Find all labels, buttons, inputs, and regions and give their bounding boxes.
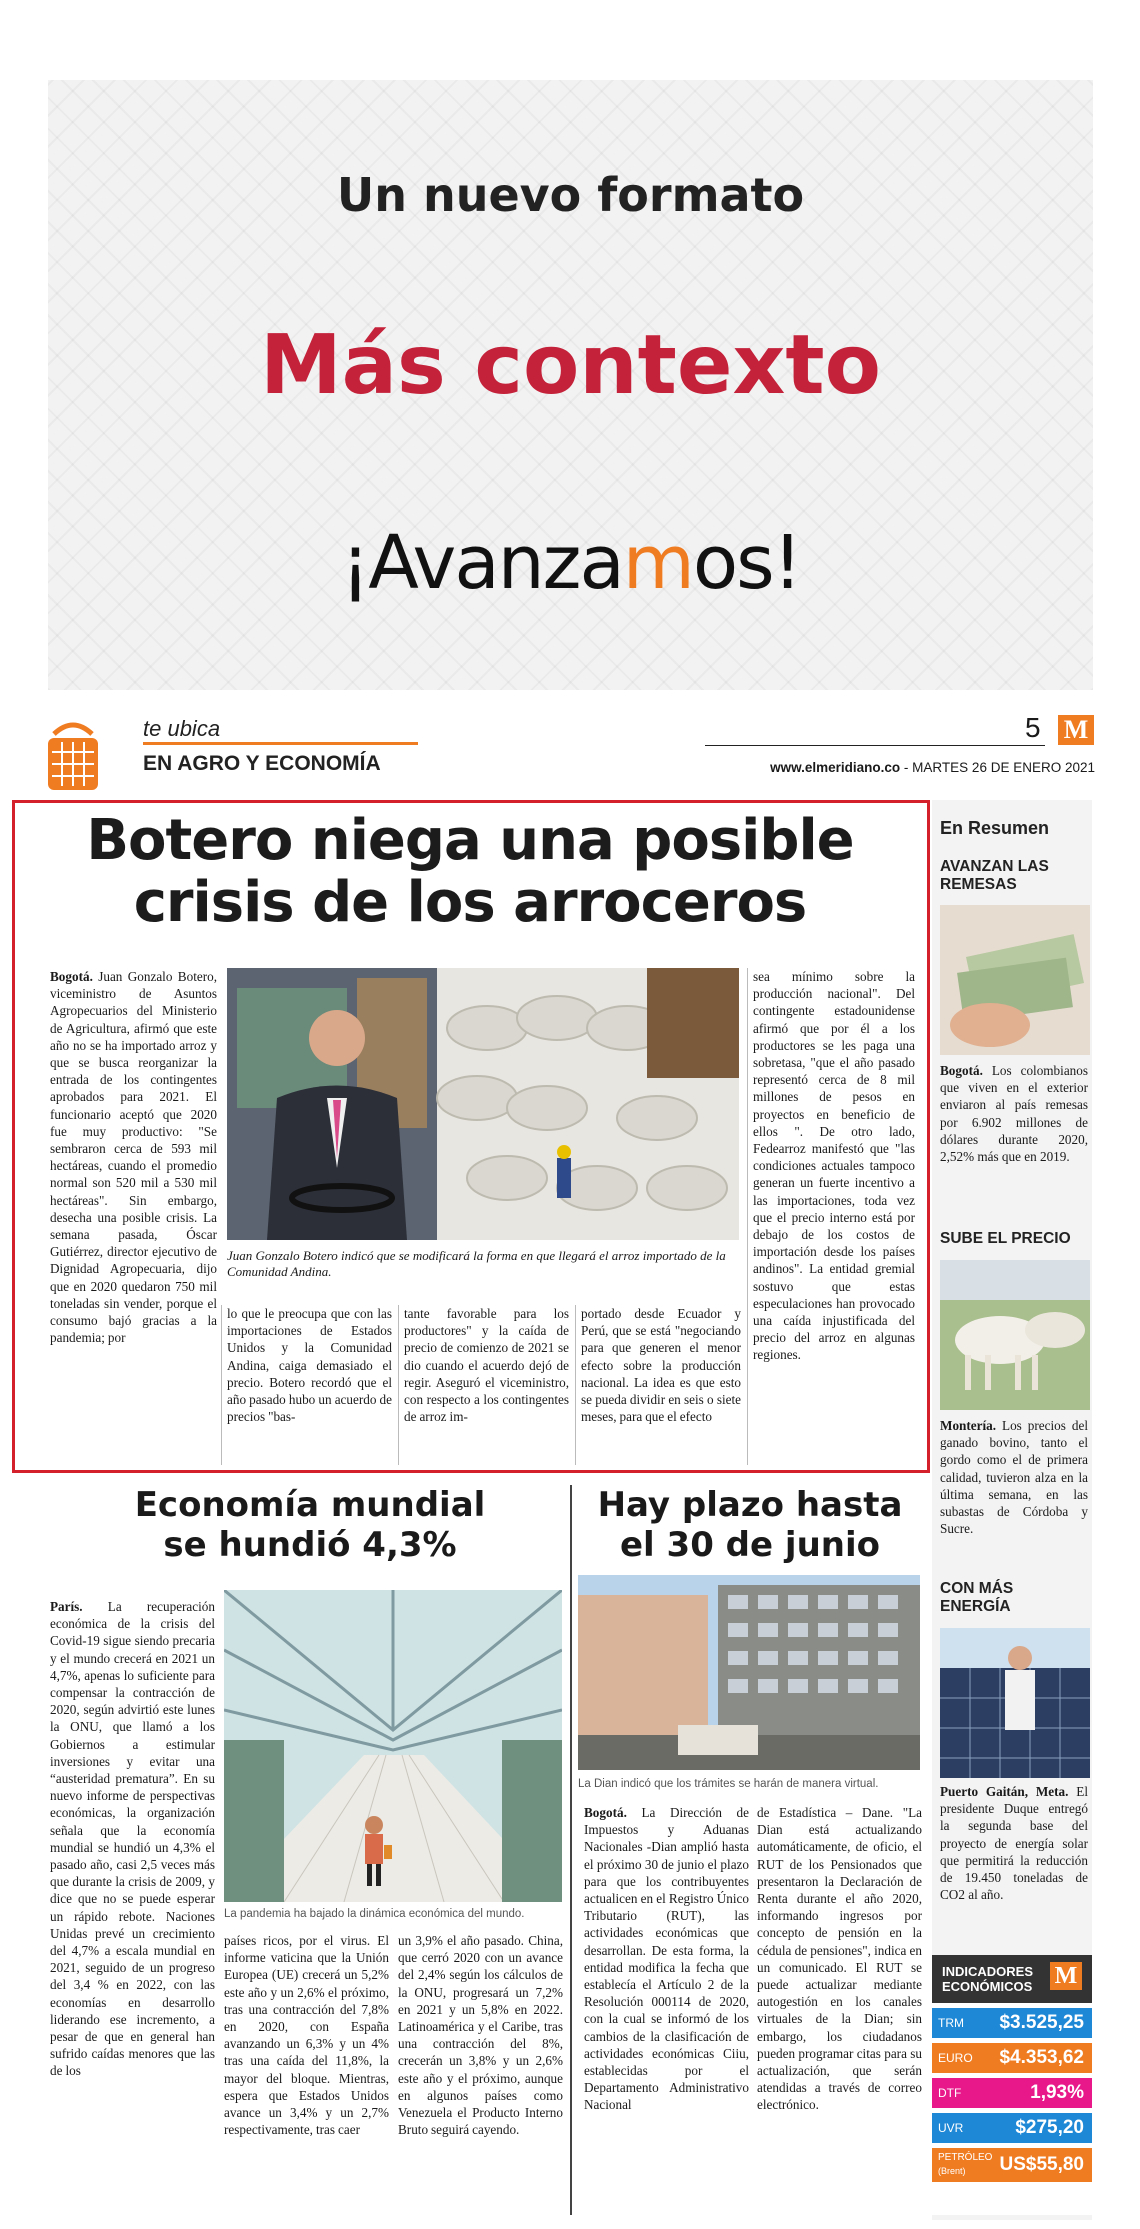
basket-icon [48,714,98,794]
main-headline: Botero niega una posible crisis de los arroceros [86,808,854,935]
sidebar-item-1-photo [940,905,1090,1055]
indicator-uvr: UVR $275,20 [932,2113,1092,2143]
section-divider [143,742,418,745]
dateline [705,760,1095,775]
sidebar-item-2-text: Montería. Los precios del ganado bovino, tanto el gordo como el de primera calidad, tuvieron alza en la última semana, en las subastas de Córdoba y Sucre. [940,1418,1088,1537]
sidebar-item-1-heading: AVANZAN LAS REMESAS [940,858,1049,893]
ad-line-3: ¡Avanzamos! [340,520,801,606]
col-rule [575,1305,576,1465]
issue-date: - MARTES 26 DE ENERO 2021 [900,760,1095,775]
sidebar-item-3-photo [940,1628,1090,1778]
header-rule [705,745,1045,746]
story3-photo [578,1575,920,1770]
indicator-dtf: DTF 1,93% [932,2078,1092,2108]
newspaper-logo: M [1058,715,1094,745]
indicator-euro: EURO $4.353,62 [932,2043,1092,2073]
story3-caption: La Dian indicó que los trámites se harán de manera virtual. [578,1778,879,1790]
section-title: EN AGRO Y ECONOMÍA [143,752,381,775]
story2-headline: Economía mundial se hundió 4,3% [134,1485,486,1565]
ad-banner [48,80,1093,690]
indicators-logo: M [1050,1962,1082,1990]
story3-col-2: de Estadística – Dane. "La Dian está actualizando automáticamente, de oficio, el RUT de los Pensionados que presentaron la Declaración de Renta durante el año 2020, informando ingresos por concepto de pensión en la cédula de pensiones", indica en un comunicado. El RUT se puede actualizar mediante autogestión en los canales virtuales de la Dian; sin embargo, los ciudadanos pueden programar citas para su actualización, que serán atendidas a través de correo electrónico. [757,1805,922,2113]
sidebar-item-3-text: Puerto Gaitán, Meta. El presidente Duque entregó la segunda base del proyecto de energía solar que permitirá la reducción de 19.450 toneladas de CO2 al año. [940,1784,1088,1903]
main-col-2: lo que le preocupa que con las importaciones de Estados Unidos y la Comunidad Andina, caiga demasiado el precio. Botero recordó que el año pasado hubo un acuerdo de precios "bas- [227,1306,392,1425]
main-col-4: portado desde Ecuador y Perú, que se está "negociando para que generen el menor efecto sobre la producción nacional. La idea es que esto se pueda dividir en seis o siete meses, para que el efecto [581,1306,741,1425]
indicators-title: INDICADORES ECONÓMICOS [932,1955,1092,2003]
ad-line-1: Un nuevo formato [336,168,805,222]
sidebar-title: En Resumen [940,818,1050,838]
story3-headline: Hay plazo hasta el 30 de junio [597,1485,903,1565]
indicator-trm: TRM $3.525,25 [932,2008,1092,2038]
main-col-1: Bogotá. Juan Gonzalo Botero, viceministro de Asuntos Agropecuarios del Ministerio de Agricultura, afirmó que este año no se ha importado arroz y que se busca reorganizar la entrada de los contingentes aprobados para 2021. El funcionario aceptó que 2020 fue muy productivo: "Se sembraron cerca de 593 mil hectáreas, cuando el promedio normal son 520 mil a 530 mil hectáreas". Sin embargo, desecha una posible crisis. La semana pasada, Óscar Gutiérrez, director ejecutivo de Dignidad Agropecuaria, dijo que en 2020 quedaron 750 mil toneladas sin vender, porque el consumo bajó gracias a la pandemia; por [50,969,217,1346]
site-url: www.elmeridiano.co [770,760,901,775]
indicator-petroleo: PETRÓLEO (Brent) US$55,80 [932,2148,1092,2182]
main-col-5: sea mínimo sobre la producción nacional". Del contingente estadounidense afirmó que por él a los productores se les paga una sobretasa, "que el año pasado representó cerca de 8 mil millones de pesos en proyectos en beneficio de ellos ". De otro lado, Fedearroz manifestó que "las condiciones actuales tampoco generan un fuerte incentivo a las importaciones, toda vez que el precio interno está por debajo de los costos de importación desde los países andinos". La entidad gremial sostuvo que estas especulaciones han provocado una caída injustificada del precio del arroz en algunas regiones. [753,969,915,1363]
main-story-photo [227,968,739,1240]
col-rule [398,1305,399,1465]
sidebar-item-1-text: Bogotá. Los colombianos que viven en el exterior enviaron al país remesas por 6.902 millones de dólares durante 2020, 2,52% más que en 2019. [940,1063,1088,1165]
story2-col-2: países ricos, por el virus. El informe vaticina que la Unión Europea (UE) crecerá un 5,2% este año y un 2,6% el próximo, tras una contracción del 7,8% en 2020, con España avanzando un 6,3% y un 4% tras una caída del 11,8%, la mayor del bloque. Mientras, espera que Estados Unidos avance un 3,4% y un 2,7% respectivamente, tras caer [224,1933,389,2138]
ad-line-2: Más contexto [260,318,881,413]
story2-col-1: París. La recuperación económica de la crisis del Covid-19 sigue siendo precaria y el mundo crecerá en 2021 un 4,7%, apenas lo suficiente para compensar la contracción de 2020, según advirtió este lunes la ONU, que llamó a los Gobiernos a estimular inversiones y evitar una “austeridad prematura”. En su nuevo informe de perspectivas económicas, la organización señala que la economía mundial se hundió un 4,3% el pasado año, casi 2,5 veces más que durante la crisis de 2009, y dice que no se puede esperar un rápido rebote. Naciones Unidas prevé un crecimiento del 4,7% a escala mundial en 2021, seguido de un progreso del 3,4 % en 2022, con las economías en desarrollo liderando ese incremento, a pesar de que en general han sufrido caídas menores que las de los [50,1599,215,2079]
sidebar-item-2-heading: SUBE EL PRECIO [940,1230,1071,1247]
sidebar-item-3-heading: CON MÁS ENERGÍA [940,1580,1014,1615]
story2-photo [224,1590,562,1902]
story-divider [570,1485,572,2215]
page-number: 5 [1025,712,1041,743]
section-kicker: te ubica [143,716,221,741]
sidebar-item-2-photo [940,1260,1090,1410]
main-col-3: tante favorable para los productores" y la caída de precio de comienzo de 2021 se dio cuando el acuerdo dejó de regir. Aseguró el viceministro, con respecto a los contingentes de arroz im- [404,1306,569,1425]
story2-caption: La pandemia ha bajado la dinámica económica del mundo. [224,1908,525,1920]
story3-col-1: Bogotá. La Dirección de Impuestos y Aduanas Nacionales -Dian amplió hasta el próximo 30 de junio el plazo para que los contribuyentes actualicen en el Registro Único Tributario (RUT), las actividades económicas que desarrollan. De esta forma, la entidad modifica la fecha que establecía el Artículo 2 de la Resolución 000114 de 2020, con la cual se informó de los cambios de la clasificación de actividades económicas Ciiu, establecidas por el Departamento Administrativo Nacional [584,1805,749,2113]
main-photo-caption: Juan Gonzalo Botero indicó que se modificará la forma en que llegará el arroz importado de la Comunidad Andina. [227,1248,726,1279]
story2-col-3: un 3,9% el año pasado. China, que cerró 2020 con un avance del 2,4% según los cálculos de la ONU, progresará un 7,2% en 2021 y un 5,8% en 2022. Latinoamérica y el Caribe, tras una contracción del 8%, crecerán un 3,8% y un 2,6% este año y el próximo, aunque en algunos países como Venezuela el Producto Interno Bruto seguirá cayendo. [398,1933,563,2138]
col-rule [221,1305,222,1465]
col-rule [747,968,748,1465]
